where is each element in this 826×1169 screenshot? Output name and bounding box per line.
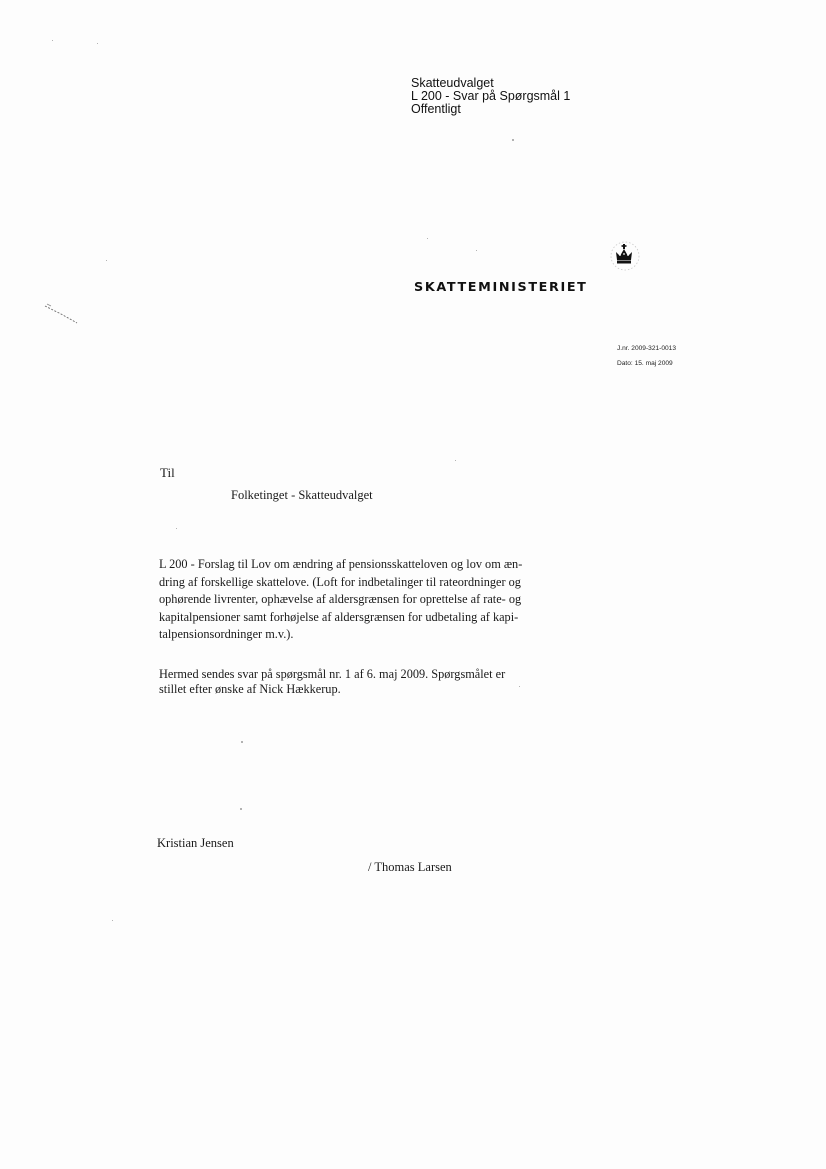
subject-line: ophørende livrenter, ophævelse af aldersgrænsen for oprettelse af rate- og [159,592,522,607]
subject-paragraph [159,556,554,644]
subject-line: L 200 - Forslag til Lov om ændring af pensionsskatteloven og lov om æn- [159,557,523,571]
header-stamp [411,77,570,116]
message-paragraph [159,667,505,697]
message-line: Hermed sendes svar på spørgsmål nr. 1 af 6. maj 2009. Spørgsmålet er [159,667,506,681]
reference-info [617,341,676,371]
committee-name: Skatteudvalget [411,76,494,90]
message-line: stillet efter ønske af Nick Hækkerup. [159,682,341,696]
subject-line: talpensionsordninger m.v.). [159,627,294,642]
minister-signature: Kristian Jensen [157,836,234,850]
scan-speck [52,40,53,41]
document-reference: L 200 - Svar på Spørgsmål 1 [411,89,571,103]
subject-line: dring af forskellige skattelove. (Loft for indbetalinger til rateordninger og [159,574,521,589]
ministry-logo-text: SKATTEMINISTERIET [414,279,588,294]
scan-speck [106,260,107,261]
recipient: Folketinget - Skatteudvalget [231,488,373,502]
scan-speck [241,741,243,743]
scan-speck [427,238,428,239]
scan-speck [112,920,113,921]
scan-speck [512,139,514,141]
official-signature: / Thomas Larsen [368,860,452,874]
subject-line: kapitalpensioner samt forhøjelse af aldersgrænsen for udbetaling af kapi- [159,609,519,624]
scan-speck [476,250,477,251]
scan-speck [455,460,456,461]
scan-speck [97,43,98,44]
publication-status: Offentligt [411,102,461,116]
scan-speck [240,808,242,810]
journal-number: J.nr. 2009-321-0013 [617,345,677,352]
crown-icon [608,240,640,272]
scan-speck [176,528,177,529]
document-date: Dato: 15. maj 2009 [617,360,673,367]
scan-speck [519,686,520,687]
to-label: Til [160,465,175,480]
scan-scratch [44,302,78,324]
